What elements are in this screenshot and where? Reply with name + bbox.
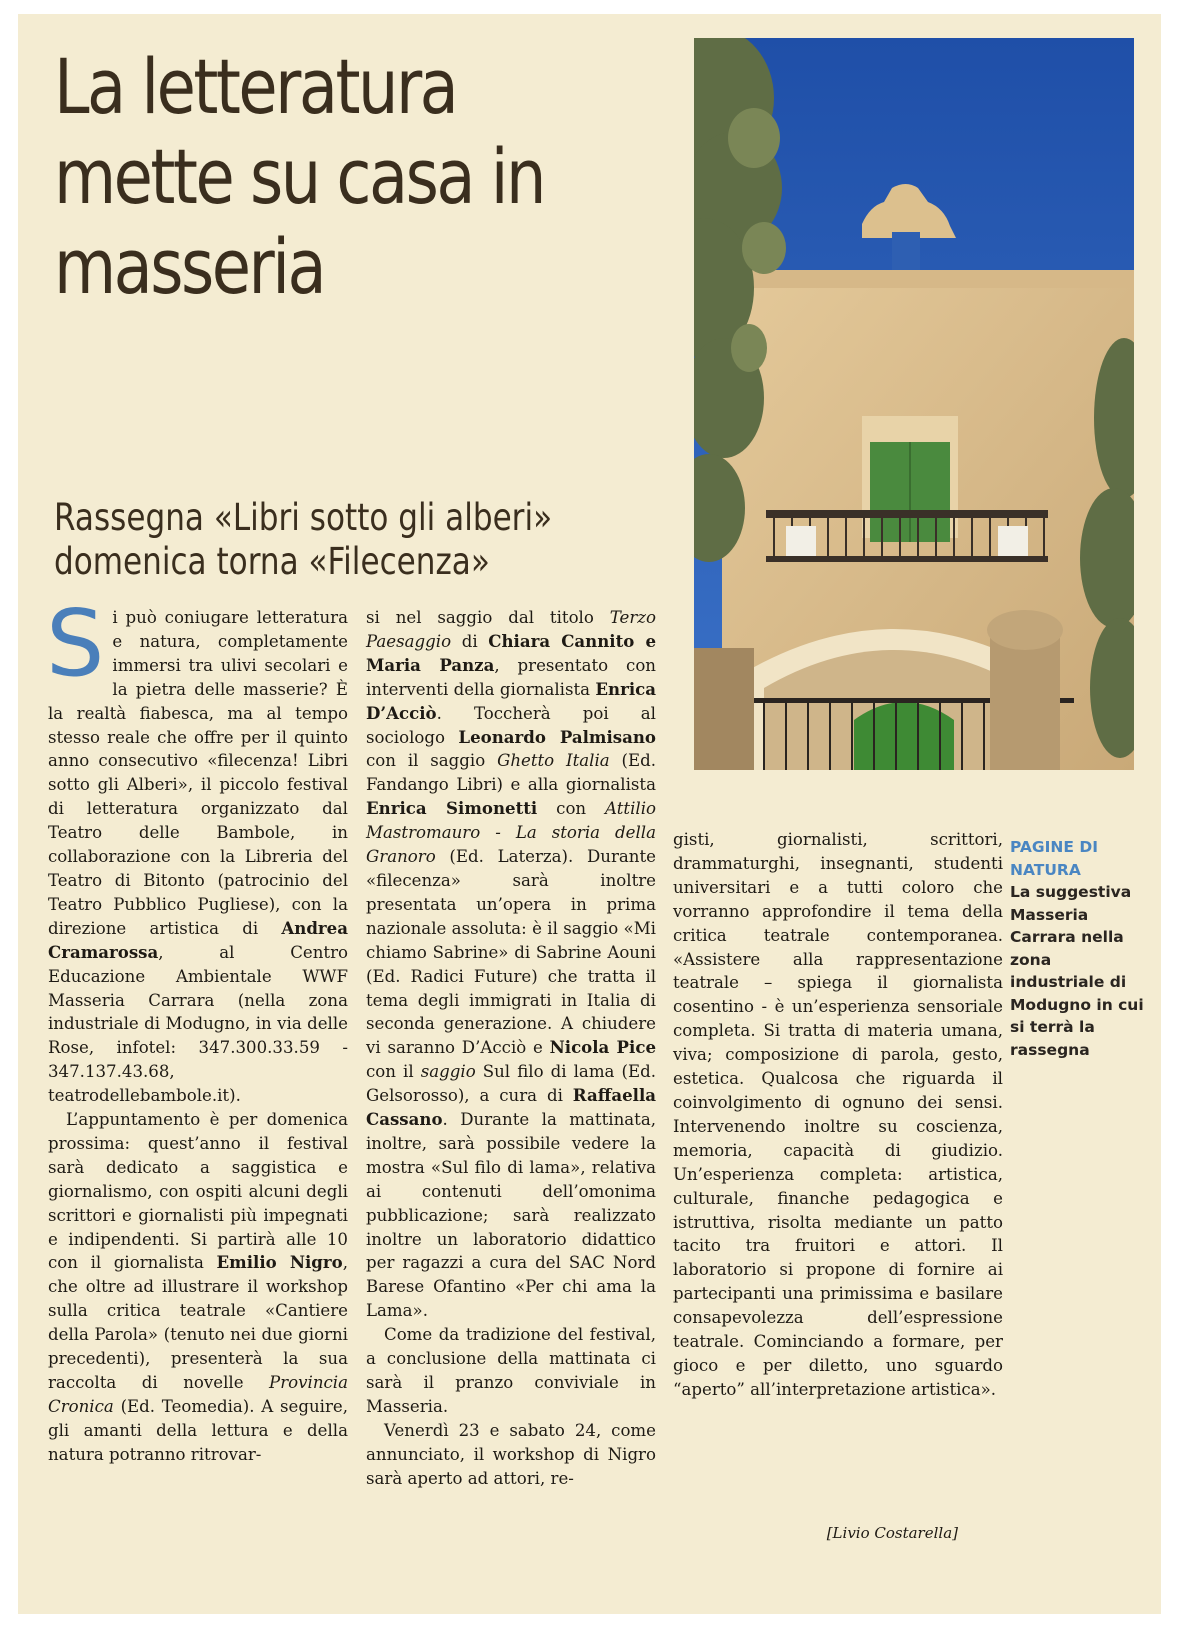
subheadline-line-2: domenica torna «Filecenza» (54, 540, 490, 583)
headline: La letteratura mette su casa in masseria (54, 42, 544, 311)
caption-text: La suggestiva Masseria Carrara nella zona industriale di Modugno in cui si terrà la rassegna (1010, 883, 1144, 1059)
photo-caption (1010, 836, 1150, 1061)
article-column-3: gisti, giornalisti, scrittori, drammaturghi, insegnanti, studenti universitari e a tutti coloro che vorranno approfondire il tema della critica teatrale contemporanea. «Assistere alla rappresentazione teatrale – spiega il giornalista cosentino - è un’esperienza sensoriale completa. Si tratta di materia umana, viva; composizione di parola, gesto, estetica. Qualcosa che riguarda il coinvolgimento di ognuno dei sensi. Intervenendo inoltre su coscienza, memoria, capacità di giudizio. Un’esperienza completa: artistica, culturale, finanche pedagogica e istruttiva, risolta mediante un patto tacito tra fruitori e attori. Il laboratorio si propone di fornire ai partecipanti una primissima e basilare consapevolezza dell’espressione teatrale. Cominciando a formare, per gioco e per diletto, uno sguardo “aperto” all’interpretazione artistica». (673, 830, 1003, 1399)
drop-cap: S (46, 590, 105, 697)
masseria-photo (694, 38, 1134, 770)
article-column-2: si nel saggio dal titolo Terzo Paesaggio di Chiara Cannito e Maria Panza, presentato con interventi della giornalista Enrica D’Acciò. Toccherà poi al sociologo Leonardo Palmisano con il saggio Ghetto Italia (Ed. Fandango Libri) e alla giornalista Enrica Simonetti con Attilio Mastromauro - La storia della Granoro (Ed. Laterza). Durante «filecenza» sarà inoltre presentata un’opera in prima nazionale assoluta: è il saggio «Mi chiamo Sabrine» di Sabrine Aouni (Ed. Radici Future) che tratta il tema degli immigrati in Italia di seconda generazione. A chiudere vi saranno D’Acciò e Nicola Pice con il saggio Sul filo di lama (Ed. Gelsorosso), a cura di Raffaella Cassano. Durante la mattinata, inoltre, sarà possibile vedere la mostra «Sul filo di lama», relativa ai contenuti dell’omonima pubblicazione; sarà realizzato inoltre un laboratorio didattico per ragazzi a cura del SAC Nord Barese Ofantino «Per chi ama la Lama». Come da tradizione del festival, a conclusione della mattinata ci sarà il pranzo conviviale in Masseria. Venerdì 23 e sabato 24, come annunciato, il workshop di Nigro sarà aperto ad attori, re- (366, 608, 657, 1488)
caption-label: PAGINE DI NATURA (1010, 838, 1099, 879)
byline: [Livio Costarella] (826, 1524, 958, 1542)
newspaper-page (18, 14, 1161, 1614)
article-column-1: Si può coniugare letteratura e natura, completamente immersi tra ulivi secolari e la pietra delle masserie? È la realtà fiabesca, ma al tempo stesso reale che offre per il quinto anno consecutivo «filecenza! Libri sotto gli Alberi», il piccolo festival di letteratura organizzato dal Teatro delle Bambole, in collaborazione con la Libreria del Teatro di Bitonto (patrocinio del Teatro Pubblico Pugliese), con la direzione artistica di Andrea Cramarossa, al Centro Educazione Ambientale WWF Masseria Carrara (nella zona industriale di Modugno, in via delle Rose, infotel: 347.300.33.59 - 347.137.43.68, teatrodellebambole.it). L’appuntamento è per domenica prossima: quest’anno il festival sarà dedicato a saggistica e giornalismo, con ospiti alcuni degli scrittori e giornalisti più impegnati e indipendenti. Si partirà alle 10 con il giornalista Emilio Nigro, che oltre ad illustrare il workshop sulla critica teatrale «Cantiere della Parola» (tenuto nei due giorni precedenti), presenterà la sua raccolta di novelle Provincia Cronica (Ed. Teomedia). A seguire, gli amanti della lettura e della natura potranno ritrovar- (46, 590, 348, 1464)
subheadline-line-1: Rassegna «Libri sotto gli alberi» (54, 496, 553, 539)
subheadline (54, 496, 659, 584)
